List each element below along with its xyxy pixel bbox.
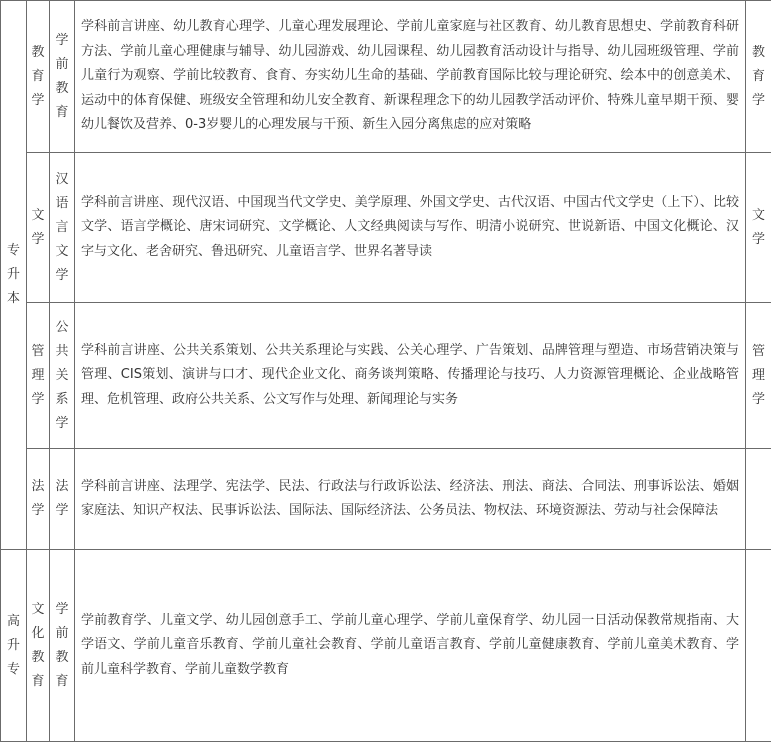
category-label: 文化教育 bbox=[31, 598, 45, 694]
level-cell-zhuanshengben bbox=[1, 1, 27, 550]
major-label: 公共关系学 bbox=[55, 316, 69, 436]
courses-cell: 学科前言讲座、法理学、宪法学、民法、行政法与行政诉讼法、经济法、刑法、商法、合同法、刑事诉讼法、婚姻家庭法、知识产权法、民事诉讼法、国际法、国际经济法、公务员法、物权法、环境资源法、劳动与社会保障法 bbox=[75, 449, 746, 550]
major-cell bbox=[50, 1, 75, 153]
major-label: 法学 bbox=[55, 475, 69, 523]
major-label: 汉语言文学 bbox=[55, 168, 69, 288]
level-cell-gaoshengzhuan bbox=[1, 550, 27, 742]
courses-cell: 学前教育学、儿童文学、幼儿园创意手工、学前儿童心理学、学前儿童保育学、幼儿园一日活动保教常规指南、大学语文、学前儿童音乐教育、学前儿童社会教育、学前儿童语言教育、学前儿童健康教育、学前儿童美术教育、学前儿童科学教育、学前儿童数学教育 bbox=[75, 550, 746, 742]
category-label: 教育学 bbox=[31, 41, 45, 113]
category-cell bbox=[27, 1, 50, 153]
category-label: 文学 bbox=[31, 204, 45, 252]
major-label: 学前教育 bbox=[55, 598, 69, 694]
category-cell bbox=[27, 153, 50, 303]
category-label: 法学 bbox=[31, 475, 45, 523]
courses-cell: 学科前言讲座、公共关系策划、公共关系理论与实践、公关心理学、广告策划、品牌管理与塑造、市场营销决策与管理、CIS策划、演讲与口才、现代企业文化、商务谈判策略、传播理论与技巧、人力资源管理概论、企业战略管理、危机管理、政府公共关系、公文写作与处理、新闻理论与实务 bbox=[75, 303, 746, 449]
table-row bbox=[1, 303, 771, 449]
major-cell bbox=[50, 449, 75, 550]
category-cell bbox=[27, 449, 50, 550]
degree-cell bbox=[746, 550, 771, 742]
courses-cell: 学科前言讲座、幼儿教育心理学、儿童心理发展理论、学前儿童家庭与社区教育、幼儿教育思想史、学前教育科研方法、学前儿童心理健康与辅导、幼儿园游戏、幼儿园课程、幼儿园教育活动设计与指导、幼儿园班级管理、学前儿童行为观察、学前比较教育、食育、夯实幼儿生命的基础、学前教育国际比较与理论研究、绘本中的创意美术、运动中的体育保健、班级安全管理和幼儿安全教育、新课程理念下的幼儿园教学活动评价、特殊儿童早期干预、婴幼儿餐饮及营养、0-3岁婴儿的心理发展与干预、新生入园分离焦虑的应对策略 bbox=[75, 1, 746, 153]
courses-cell: 学科前言讲座、现代汉语、中国现当代文学史、美学原理、外国文学史、古代汉语、中国古代文学史（上下）、比较文学、语言学概论、唐宋词研究、文学概论、人文经典阅读与写作、明清小说研究、世说新语、中国文化概论、汉字与文化、老舍研究、鲁迅研究、儿童语言学、世界名著导读 bbox=[75, 153, 746, 303]
category-cell bbox=[27, 303, 50, 449]
major-cell bbox=[50, 550, 75, 742]
degree-cell bbox=[746, 303, 771, 449]
degree-label: 文学 bbox=[752, 204, 766, 252]
degree-cell bbox=[746, 1, 771, 153]
table-row bbox=[1, 1, 771, 153]
table-row bbox=[1, 550, 771, 742]
degree-cell bbox=[746, 153, 771, 303]
category-label: 管理学 bbox=[31, 340, 45, 412]
major-label: 学前教育 bbox=[55, 29, 69, 125]
major-cell bbox=[50, 303, 75, 449]
level-label: 高升专 bbox=[7, 610, 21, 682]
degree-label: 管理学 bbox=[752, 340, 766, 412]
major-cell bbox=[50, 153, 75, 303]
degree-cell bbox=[746, 449, 771, 550]
category-cell bbox=[27, 550, 50, 742]
table-row bbox=[1, 153, 771, 303]
level-label: 专升本 bbox=[7, 239, 21, 311]
table-row bbox=[1, 449, 771, 550]
degree-label: 教育学 bbox=[752, 41, 766, 113]
